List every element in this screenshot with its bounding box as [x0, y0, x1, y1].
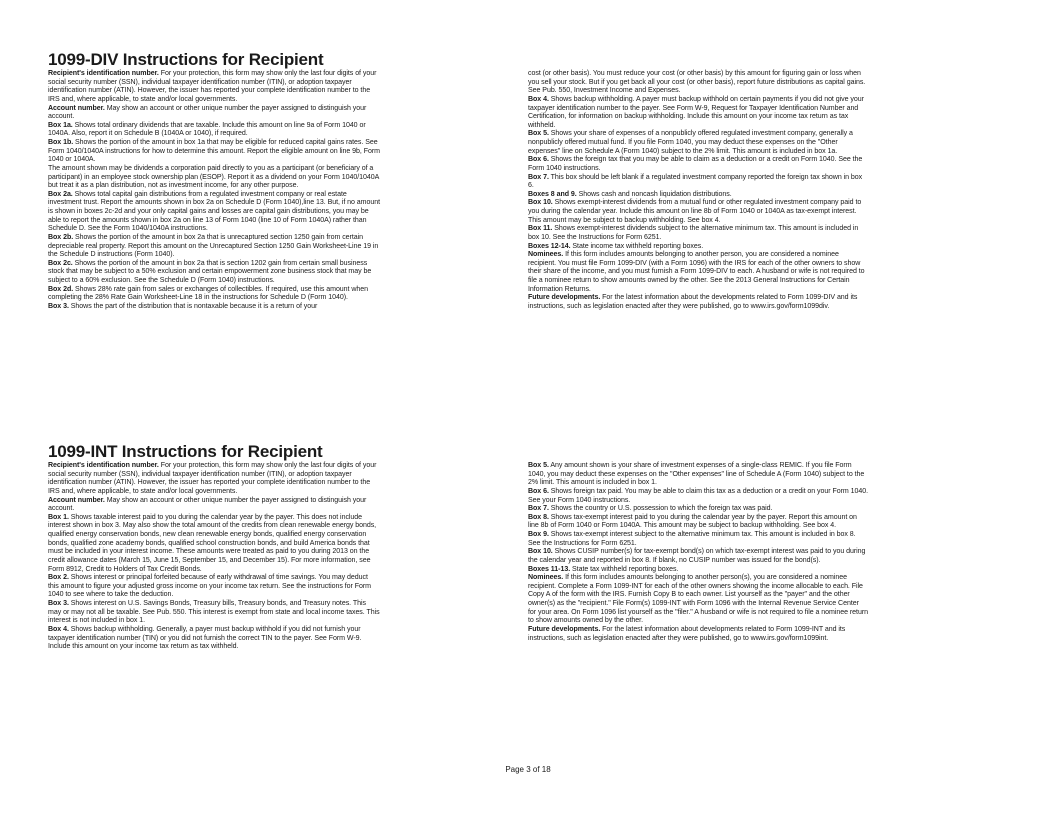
paragraph-text: Shows taxable interest paid to you during the calendar year by the payer. This does not include interest shown in box 3. May also show the total amount of the credits from clean renewable energy bonds, qualified energy conservation bonds, new clean renewable energy bonds, qualified energy conservation bonds, qualified zone academy bonds, qualified school construction bonds, and build America bonds that must be included in your interest income. These amounts were treated as paid to you during 2013 on the credit allowance dates (March 15, June 15, September 15, and December 15). For more information, see Form 8912, Credit to Holders of Tax Credit Bonds. — [48, 513, 377, 573]
instruction-paragraph — [528, 514, 868, 531]
paragraph-heading: Recipient's identification number. — [48, 462, 159, 469]
paragraph-heading: Boxes 11-13. — [528, 565, 571, 573]
paragraph-text: Shows backup withholding. Generally, a payer must backup withhold if you did not furnish your taxpayer identification number (TIN) or you did not furnish the correct TIN to the payer. See Form W-9. Include this amount on your income tax return as tax withheld. — [48, 625, 362, 651]
instruction-paragraph — [528, 199, 868, 225]
instruction-paragraph — [48, 234, 380, 260]
div-left-column — [48, 70, 380, 312]
paragraph-heading: Recipient's identification number. — [48, 70, 159, 77]
instruction-paragraph — [528, 225, 868, 242]
instruction-paragraph — [528, 70, 868, 96]
paragraph-heading: Box 6. — [528, 487, 549, 495]
instruction-paragraph — [528, 626, 868, 643]
instruction-paragraph — [48, 303, 380, 312]
paragraph-text: If this form includes amounts belonging to another person, you are considered a nominee recipient. You must file Form 1099-DIV (with a Form 1096) with the IRS for each of the other owners to show their share of the income, and you must furnish a Form 1099-DIV to each. A husband or wife is not required to file a nominee return to show amounts owned by the other. See the 2013 General Instructions for Certain Information Returns. — [528, 251, 865, 293]
paragraph-text: State income tax withheld reporting boxes. — [570, 242, 704, 250]
paragraph-text: Shows the portion of the amount in box 2a that is section 1202 gain from certain small business stock that may be subject to a 50% exclusion and certain empowerment zone business stock that may be subject to a 60% exclusion. See the Schedule D (Form 1040) instructions. — [48, 259, 372, 284]
instruction-paragraph — [528, 174, 868, 191]
instruction-paragraph — [528, 574, 868, 626]
paragraph-heading: Nominees. — [528, 574, 564, 582]
paragraph-text: Shows foreign tax paid. You may be able to claim this tax as a deduction or a credit on your Form 1040. See your Form 1040 instructions. — [528, 487, 868, 504]
paragraph-text: Shows the foreign tax that you may be able to claim as a deduction or a credit on Form 1040. See the Form 1040 instructions. — [528, 156, 863, 172]
paragraph-text: For your protection, this form may show only the last four digits of your social security number (SSN), individual taxpayer identification number (ITIN), or adoption taxpayer identification number (ATIN). However, the issuer has reported your complete identification number to the IRS and, where applicable, to state and/or local governments. — [48, 462, 377, 495]
paragraph-heading: Boxes 12-14. — [528, 242, 571, 250]
instruction-paragraph — [48, 122, 380, 139]
page-number: Page 3 of 18 — [505, 765, 551, 774]
paragraph-heading: Box 2. — [48, 574, 69, 582]
paragraph-text: Shows exempt-interest dividends subject to the alternative minimum tax. This amount is included in box 10. See the Instructions for Form 6251. — [528, 225, 859, 241]
paragraph-heading: Box 11. — [528, 225, 553, 233]
instruction-paragraph — [528, 566, 868, 575]
paragraph-heading: Box 9. — [528, 531, 549, 538]
paragraph-heading: Box 8. — [528, 513, 549, 521]
instruction-paragraph — [528, 548, 868, 565]
paragraph-text: May show an account or other unique number the payer assigned to distinguish your account. — [48, 496, 367, 513]
paragraph-heading: Future developments. — [528, 625, 601, 633]
paragraph-heading: Box 2d. — [48, 285, 74, 293]
paragraph-heading: Box 5. — [528, 130, 549, 138]
instruction-paragraph — [528, 96, 868, 131]
instruction-paragraph — [48, 462, 380, 497]
paragraph-text: Shows total ordinary dividends that are taxable. Include this amount on line 9a of Form 1040 or 1040A. Also, report it on Schedule B (1040A or 1040), if required. — [48, 121, 366, 138]
paragraph-text: Shows cash and noncash liquidation distributions. — [576, 190, 732, 198]
instruction-paragraph — [48, 574, 380, 600]
paragraph-text: May show an account or other unique number the payer assigned to distinguish your account. — [48, 104, 367, 121]
instruction-paragraph — [48, 260, 380, 286]
paragraph-heading: Box 2c. — [48, 259, 73, 267]
int-section-title: 1099-INT Instructions for Recipient — [48, 442, 323, 461]
instruction-paragraph — [528, 505, 868, 514]
instruction-paragraph — [48, 105, 380, 122]
paragraph-text: cost (or other basis). You must reduce your cost (or other basis) by this amount for figuring gain or loss when you sell your stock. But if you get back all your cost (or other basis), report future distributions as capital gains. See Pub. 550, Investment Income and Expenses. — [528, 70, 866, 95]
paragraph-heading: Box 3. — [48, 302, 69, 310]
instruction-paragraph — [48, 497, 380, 514]
instruction-paragraph — [528, 243, 868, 252]
paragraph-text: Shows the country or U.S. possession to which the foreign tax was paid. — [548, 505, 773, 513]
paragraph-text: Shows exempt-interest dividends from a mutual fund or other regulated investment company paid to you during the calendar year. Include this amount on line 8b of Form 1040 or 1040A as tax-exempt interest. This amount may be subject to backup withholding. See box 4. — [528, 199, 862, 224]
paragraph-heading: Nominees. — [528, 251, 564, 259]
paragraph-text: Shows the portion of the amount in box 1a that may be eligible for reduced capital gains rates. See Form 1040/1040A instructions for how to determine this amount. Report the eligible amount on line 9b, Form 1040 or 1040A. — [48, 139, 380, 164]
instruction-paragraph — [528, 191, 868, 200]
instruction-paragraph — [48, 191, 380, 234]
instruction-paragraph — [48, 514, 380, 574]
paragraph-heading: Box 1b. — [48, 139, 74, 146]
paragraph-heading: Box 1. — [48, 513, 69, 521]
paragraph-text: Shows 28% rate gain from sales or exchanges of collectibles. If required, use this amount when completing the 28% Rate Gain Worksheet-Line 18 in the instructions for Schedule D (Form 1040). — [48, 285, 369, 302]
instruction-paragraph — [528, 251, 868, 294]
paragraph-heading: Box 4. — [528, 95, 549, 103]
instruction-paragraph — [528, 531, 868, 548]
paragraph-heading: Boxes 8 and 9. — [528, 190, 577, 198]
paragraph-text: Shows your share of expenses of a nonpublicly offered regulated investment company, generally a nonpublicly offered mutual fund. If you file Form 1040, you may deduct these expenses on the "Other expenses" line on Schedule A (Form 1040) subject to the 2% limit. This amount is included in box 1a. — [528, 130, 853, 155]
paragraph-text: Shows tax-exempt interest subject to the alternative minimum tax. This amount is included in box 8. See the Instructions for Form 6251. — [528, 531, 856, 547]
paragraph-heading: Box 4. — [48, 625, 69, 633]
paragraph-heading: Box 2b. — [48, 233, 74, 241]
instruction-paragraph — [528, 130, 868, 156]
int-right-column — [528, 462, 868, 643]
div-section-title: 1099-DIV Instructions for Recipient — [48, 50, 324, 69]
instruction-paragraph — [528, 156, 868, 173]
instruction-paragraph — [48, 70, 380, 105]
paragraph-heading: Future developments. — [528, 294, 601, 302]
int-left-column — [48, 462, 380, 652]
paragraph-heading: Account number. — [48, 104, 105, 112]
instruction-paragraph — [48, 165, 380, 191]
paragraph-text: Shows total capital gain distributions from a regulated investment company or real estate investment trust. Report the amounts shown in box 2a on Schedule D (Form 1040),line 13. But, if no amount is shown in boxes 2c-2d and your only capital gains and losses are capital gain distributions, you may be able to report the amounts shown in box 2a on line 13 of Form 1040 (line 10 of Form 1040A) rather than Schedule D. See the Form 1040/1040A instructions. — [48, 190, 381, 233]
paragraph-heading: Box 2a. — [48, 190, 73, 198]
paragraph-heading: Box 7. — [528, 505, 549, 513]
paragraph-text: Shows interest on U.S. Savings Bonds, Treasury bills, Treasury bonds, and Treasury notes. This may or may not all be taxable. See Pub. 550. This interest is exempt from state and local income taxes. This interest is not included in box 1. — [48, 600, 380, 625]
paragraph-text: Shows CUSIP number(s) for tax-exempt bond(s) on which tax-exempt interest was paid to you during the calendar year and reported in box 8. If blank, no CUSIP number was issued for the bond(s). — [528, 548, 866, 564]
paragraph-text: Shows tax-exempt interest paid to you during the calendar year by the payer. Report this amount on line 8b of Form 1040 or Form 1040A. This amount may be subject to backup withholding. See box 4. — [528, 513, 857, 530]
instruction-paragraph — [528, 294, 868, 311]
paragraph-text: For the latest information about the developments related to Form 1099-DIV and its instructions, such as legislation enacted after they were published, go to www.irs.gov/form1099div. — [528, 294, 858, 310]
instruction-paragraph — [528, 488, 868, 505]
paragraph-heading: Box 6. — [528, 156, 549, 164]
paragraph-heading: Account number. — [48, 496, 105, 504]
paragraph-heading: Box 10. — [528, 199, 553, 207]
paragraph-text: Shows interest or principal forfeited because of early withdrawal of time savings. You may deduct this amount to figure your adjusted gross income on your income tax return. See the instructions for Form 1040 to see where to take the deduction. — [48, 574, 371, 599]
paragraph-text: Any amount shown is your share of investment expenses of a single-class REMIC. If you file Form 1040, you may deduct these expenses on the "Other expenses" line of Schedule A (Form 1040) subject to the 2% limit. This amount is included in box 1. — [528, 462, 865, 487]
paragraph-text: If this form includes amounts belonging to another person(s), you are considered a nominee recipient. Complete a Form 1099-INT for each of the other owners showing the income allocable to each. File Copy A of the form with the IRS. Furnish Copy B to each owner. List yourself as the "payer" and the other owner(s) as the "recipient." File Form(s) 1099-INT with Form 1096 with the Internal Revenue Service Center for your area. On Form 1096 list yourself as the "filer." A husband or wife is not required to file a nominee return to show amounts owned by the other. — [528, 574, 868, 625]
paragraph-text: This box should be left blank if a regulated investment company reported the foreign tax shown in box 6. — [528, 173, 863, 190]
instruction-paragraph — [48, 600, 380, 626]
paragraph-heading: Box 5. — [528, 462, 549, 469]
paragraph-heading: Box 1a. — [48, 121, 73, 129]
instruction-paragraph — [48, 626, 380, 652]
paragraph-heading: Box 10. — [528, 548, 553, 556]
paragraph-text: For the latest information about developments related to Form 1099-INT and its instructions, such as legislation enacted after they were published, go to www.irs.gov/form1099int. — [528, 625, 846, 642]
instruction-paragraph — [48, 139, 380, 165]
paragraph-text: State tax withheld reporting boxes. — [570, 565, 679, 573]
paragraph-heading: Box 7. — [528, 173, 549, 181]
paragraph-text: The amount shown may be dividends a corporation paid directly to you as a participant (or beneficiary of a participant) in an employee stock ownership plan (ESOP). Report it as a dividend on your Form 1040/1040A but treat it as a plan distribution, not as investment income, for any other purpose. — [48, 164, 379, 190]
paragraph-text: Shows the portion of the amount in box 2a that is unrecaptured section 1250 gain from certain depreciable real property. Report this amount on the Unrecaptured Section 1250 Gain Worksheet-Line 19 in the Schedule D instructions (Form 1040). — [48, 233, 379, 259]
instruction-paragraph — [48, 286, 380, 303]
paragraph-text: Shows backup withholding. A payer must backup withhold on certain payments if you did not give your taxpayer identification number to the payer. See Form W-9, Request for Taxpayer Identification Number and Certification, for information on backup withholding. Include this amount on your income tax return as tax withheld. — [528, 95, 864, 129]
instruction-paragraph — [528, 462, 868, 488]
paragraph-text: For your protection, this form may show only the last four digits of your social security number (SSN), individual taxpayer identification number (ITIN), or adoption taxpayer identification number (ATIN). However, the issuer has reported your complete identification number to the IRS and, where applicable, to state and/or local governments. — [48, 70, 377, 103]
paragraph-text: Shows the part of the distribution that is nontaxable because it is a return of your — [68, 302, 318, 310]
paragraph-heading: Box 3. — [48, 600, 69, 607]
div-right-column — [528, 70, 868, 312]
